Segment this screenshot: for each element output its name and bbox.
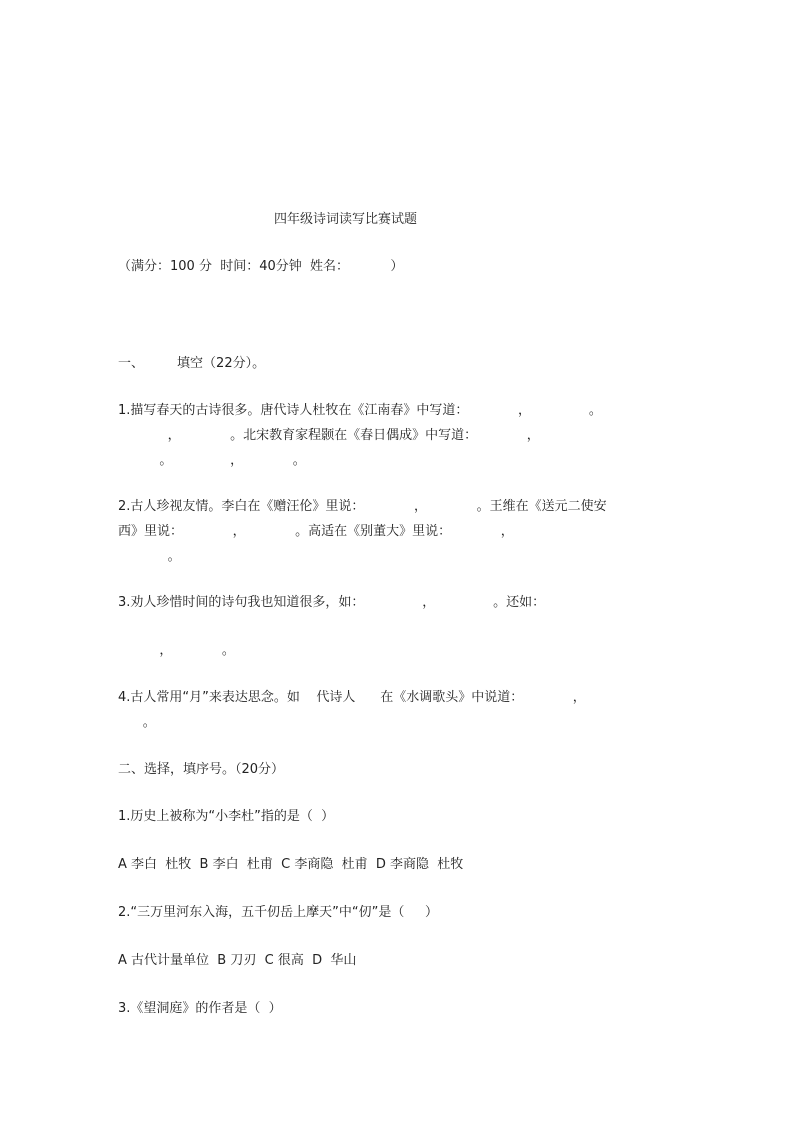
- question-1-3-line-1: 3.劝人珍惜时间的诗句我也知道很多，如： ， 。还如：: [118, 595, 546, 610]
- question-2-2-options: A 古代计量单位 B 刀刃 C 很高 D 华山: [118, 953, 357, 968]
- section-1-heading: 一、 填空（22分）。: [118, 356, 266, 371]
- question-1-2-line-1: 2.古人珍视友情。李白在《赠汪伦》里说： ， 。王维在《送元二使安: [118, 499, 607, 514]
- question-1-4-line-2: 。: [118, 715, 156, 730]
- question-1-1-line-1: 1.描写春天的古诗很多。唐代诗人杜牧在《江南春》中写道： ， 。: [118, 403, 602, 418]
- question-1-3-line-2: ， 。: [118, 643, 235, 658]
- page-title: 四年级诗词读写比赛试题: [274, 212, 418, 227]
- question-1-2-line-3: 。: [118, 549, 181, 564]
- question-2-2-stem: 2.“三万里河东入海，五千仞岳上摩天”中“仞”是（ ）: [118, 905, 439, 920]
- question-1-2-line-2: 西》里说： ， 。高适在《别董大》里说： ，: [118, 524, 514, 539]
- question-2-3-stem: 3.《望洞庭》的作者是（ ）: [118, 1001, 282, 1016]
- question-2-1-stem: 1.历史上被称为“小李杜”指的是（ ）: [118, 809, 335, 824]
- exam-info: （满分：100 分 时间：40分钟 姓名： ）: [118, 259, 404, 274]
- question-1-1-line-3: 。 ， 。: [118, 453, 306, 468]
- question-1-4-line-1: 4.古人常用“月”来表达思念。如 代诗人 在《水调歌头》中说道： ，: [118, 690, 586, 705]
- question-1-1-line-2: ， 。北宋教育家程颢在《春日偶成》中写道： ，: [118, 428, 540, 443]
- question-2-1-options: A 李白 杜牧 B 李白 杜甫 C 李商隐 杜甫 D 李商隐 杜牧: [118, 857, 464, 872]
- section-2-heading: 二、选择，填序号。（20分）: [118, 762, 285, 777]
